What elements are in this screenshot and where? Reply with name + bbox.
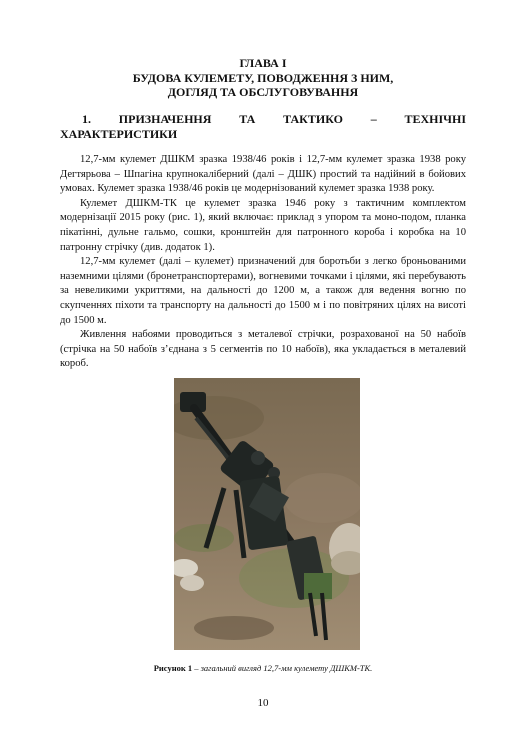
chapter-title-line: БУДОВА КУЛЕМЕТУ, ПОВОДЖЕННЯ З НИМ,	[132, 70, 394, 85]
machine-gun-photo-image	[174, 378, 360, 650]
figure-caption	[60, 663, 466, 674]
heading-word: ПРИЗНАЧЕННЯ	[118, 112, 212, 126]
section-heading-line	[60, 112, 466, 127]
heading-word: ТЕХНІЧНІ	[404, 112, 466, 126]
page-number: 10	[257, 697, 269, 709]
heading-word: ТАКТИКО	[283, 112, 343, 126]
section-heading	[60, 112, 466, 141]
paragraph: Живлення набоями проводиться з металевої стрічки, розрахованої на 50 набоїв (стрічка на 50 набоїв з’єднана з 5 сегментів по 10 набоїв), яка укладається в металевий короб.	[60, 329, 466, 370]
heading-word: ТА	[239, 112, 256, 126]
heading-word: –	[370, 112, 377, 126]
paragraph: Кулемет ДШКМ-ТК це кулемет зразка 1946 року з тактичним комплектом модернізації 2015 року (рис. 1), який включає: приклад з упором та моно-подом, планка пікатінні, дульне гальмо, сошки, кронштейн для патронного короба і коробка на 10 патронну стрічку (див. додаток 1).	[60, 197, 466, 253]
section-heading-line: ХАРАКТЕРИСТИКИ	[60, 126, 178, 141]
chapter-title-line: ДОГЛЯД ТА ОБСЛУГОВУВАННЯ	[167, 85, 359, 99]
machine-gun-photo	[174, 378, 360, 650]
caption-text: – загальний вигляд 12,7-мм кулемету ДШКМ-ТК.	[192, 663, 373, 673]
caption-label: Рисунок 1	[153, 663, 193, 673]
section-number: 1.	[82, 112, 91, 126]
body-text	[60, 153, 466, 372]
chapter-title	[60, 56, 466, 100]
chapter-number: ГЛАВА I	[239, 56, 287, 70]
paragraph: 12,7-мм кулемет (далі – кулемет) призначений для боротьби з легко броньованими наземними цілями (бронетранспортерами), вогневими точками і цілями, які перебувають за невеликими укриттями, на дальності до 1200 м, а також для ведення вогню по скупченнях піхоти та транспорту на дальності до 1500 м і по повітряних цілях на висоті до 1500 м.	[60, 256, 466, 326]
paragraph: 12,7-мм кулемет ДШКМ зразка 1938/46 років і 12,7-мм кулемет зразка 1938 року Дегтярьова – Шпагіна крупнокаліберний (далі – ДШК) простий та надійний в бойових умовах. Кулемет зразка 1938/46 років це модернізований кулемет зразка 1938 року.	[60, 154, 466, 195]
